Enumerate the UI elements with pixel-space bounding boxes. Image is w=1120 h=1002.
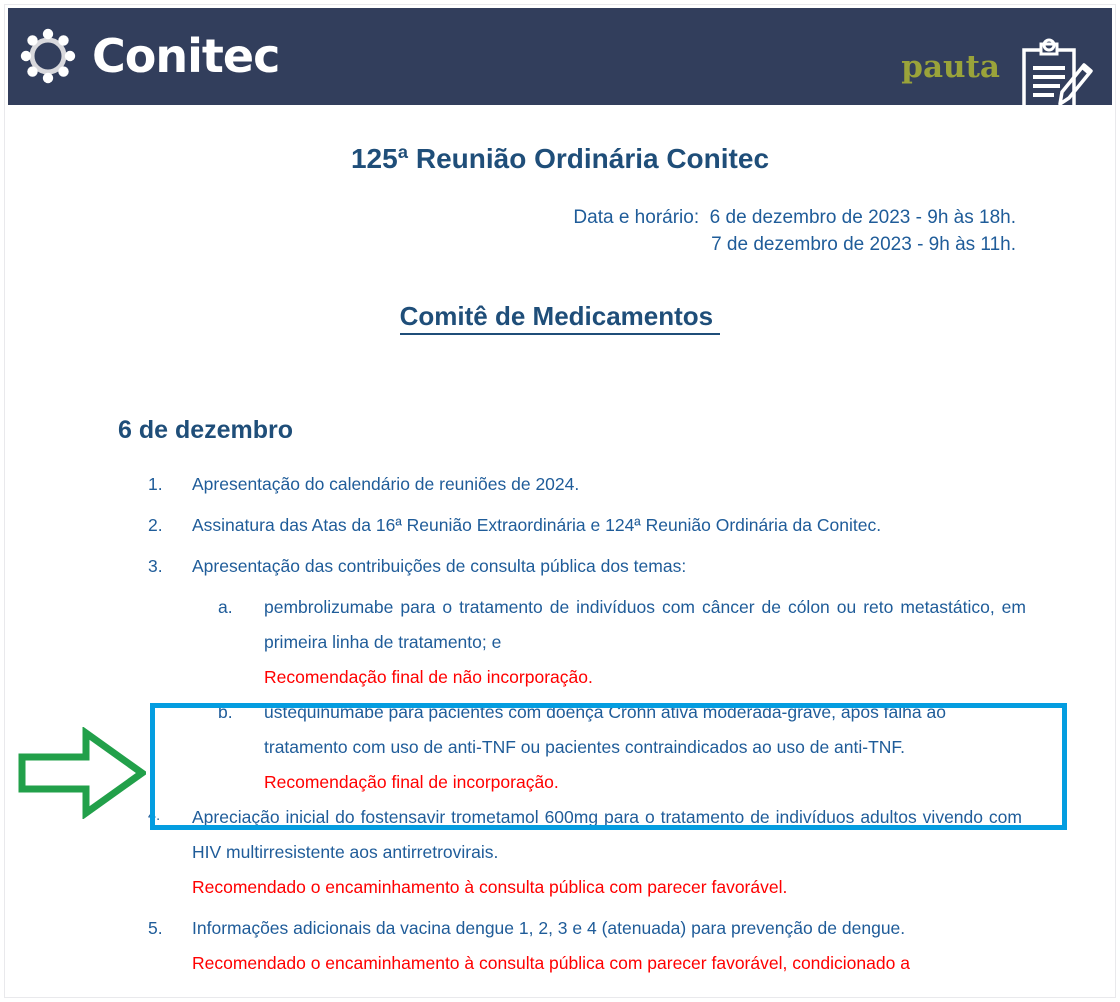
agenda-item-3-text: Apresentação das contribuições de consulta pública dos temas: [192,555,687,576]
agenda-item-3a-marker: a. [218,596,233,617]
agenda-item-4-recommendation: Recomendado o encaminhamento à consulta pública com parecer favorável. [192,876,788,897]
committee-heading-label: Comitê de Medicamentos [400,301,721,335]
agenda-item-4-marker: 4. [148,807,161,824]
agenda-item-5 [148,911,1022,981]
agenda-item-1-marker: 1. [148,473,163,494]
conitec-header-bar [8,8,1112,105]
agenda-item-1 [148,467,1022,502]
agenda-item-3b-recommendation: Recomendação final de incorporação. [264,771,559,792]
conitec-brand [18,26,279,86]
brand-name: Conitec [92,29,280,83]
agenda-item-3a-recommendation: Recomendação final de não incorporação. [264,666,593,687]
agenda-item-3-marker: 3. [148,555,163,576]
agenda-item-3b [218,695,1026,800]
day-heading: 6 de dezembro [118,415,294,444]
meeting-datetime-line-1: Data e horário: 6 de dezembro de 2023 - 9h às 18h. [573,207,1016,228]
agenda-item-3a [218,590,1026,695]
agenda-item-1-text: Apresentação do calendário de reuniões de 2024. [192,473,580,494]
agenda-item-4-text: Apreciação inicial do fostensavir trometamol 600mg para o tratamento de indivíduos adultos vivendo com HIV multirresistente aos antirretrovirais. [192,806,1022,862]
agenda-item-3 [148,549,1022,584]
agenda-item-3a-text: pembrolizumabe para o tratamento de indivíduos com câncer de cólon ou reto metastático, em primeira linha de tratamento; e [264,596,1026,652]
pauta-label: pauta [901,49,1000,85]
agenda-item-5-text: Informações adicionais da vacina dengue 1, 2, 3 e 4 (atenuada) para prevenção de dengue. [192,917,906,938]
agenda-item-2-marker: 2. [148,514,163,535]
agenda-item-2 [148,508,1022,543]
agenda-item-2-text: Assinatura das Atas da 16ª Reunião Extraordinária e 124ª Reunião Ordinária da Conitec. [192,514,882,535]
agenda-item-5-recommendation: Recomendado o encaminhamento à consulta pública com parecer favorável, condicionado a [192,952,910,973]
agenda-item-5-marker: 5. [148,917,163,938]
committee-heading [0,301,1120,332]
document-content [0,105,1120,987]
conitec-network-gear-icon [18,26,78,86]
page-title: 125ª Reunião Ordinária Conitec [350,143,770,174]
agenda-item-3b-marker: b. [218,701,233,722]
meeting-datetime [0,205,1120,259]
meeting-datetime-line-2: 7 de dezembro de 2023 - 9h às 11h. [711,233,1016,255]
agenda-list [0,467,1120,981]
agenda-item-4 [148,800,1022,905]
agenda-item-3b-text: ustequinumabe para pacientes com doença Crohn ativa moderada-grave, após falha ao tratamento com uso de anti-TNF ou pacientes contraindicados ao uso de anti-TNF. [264,701,946,757]
